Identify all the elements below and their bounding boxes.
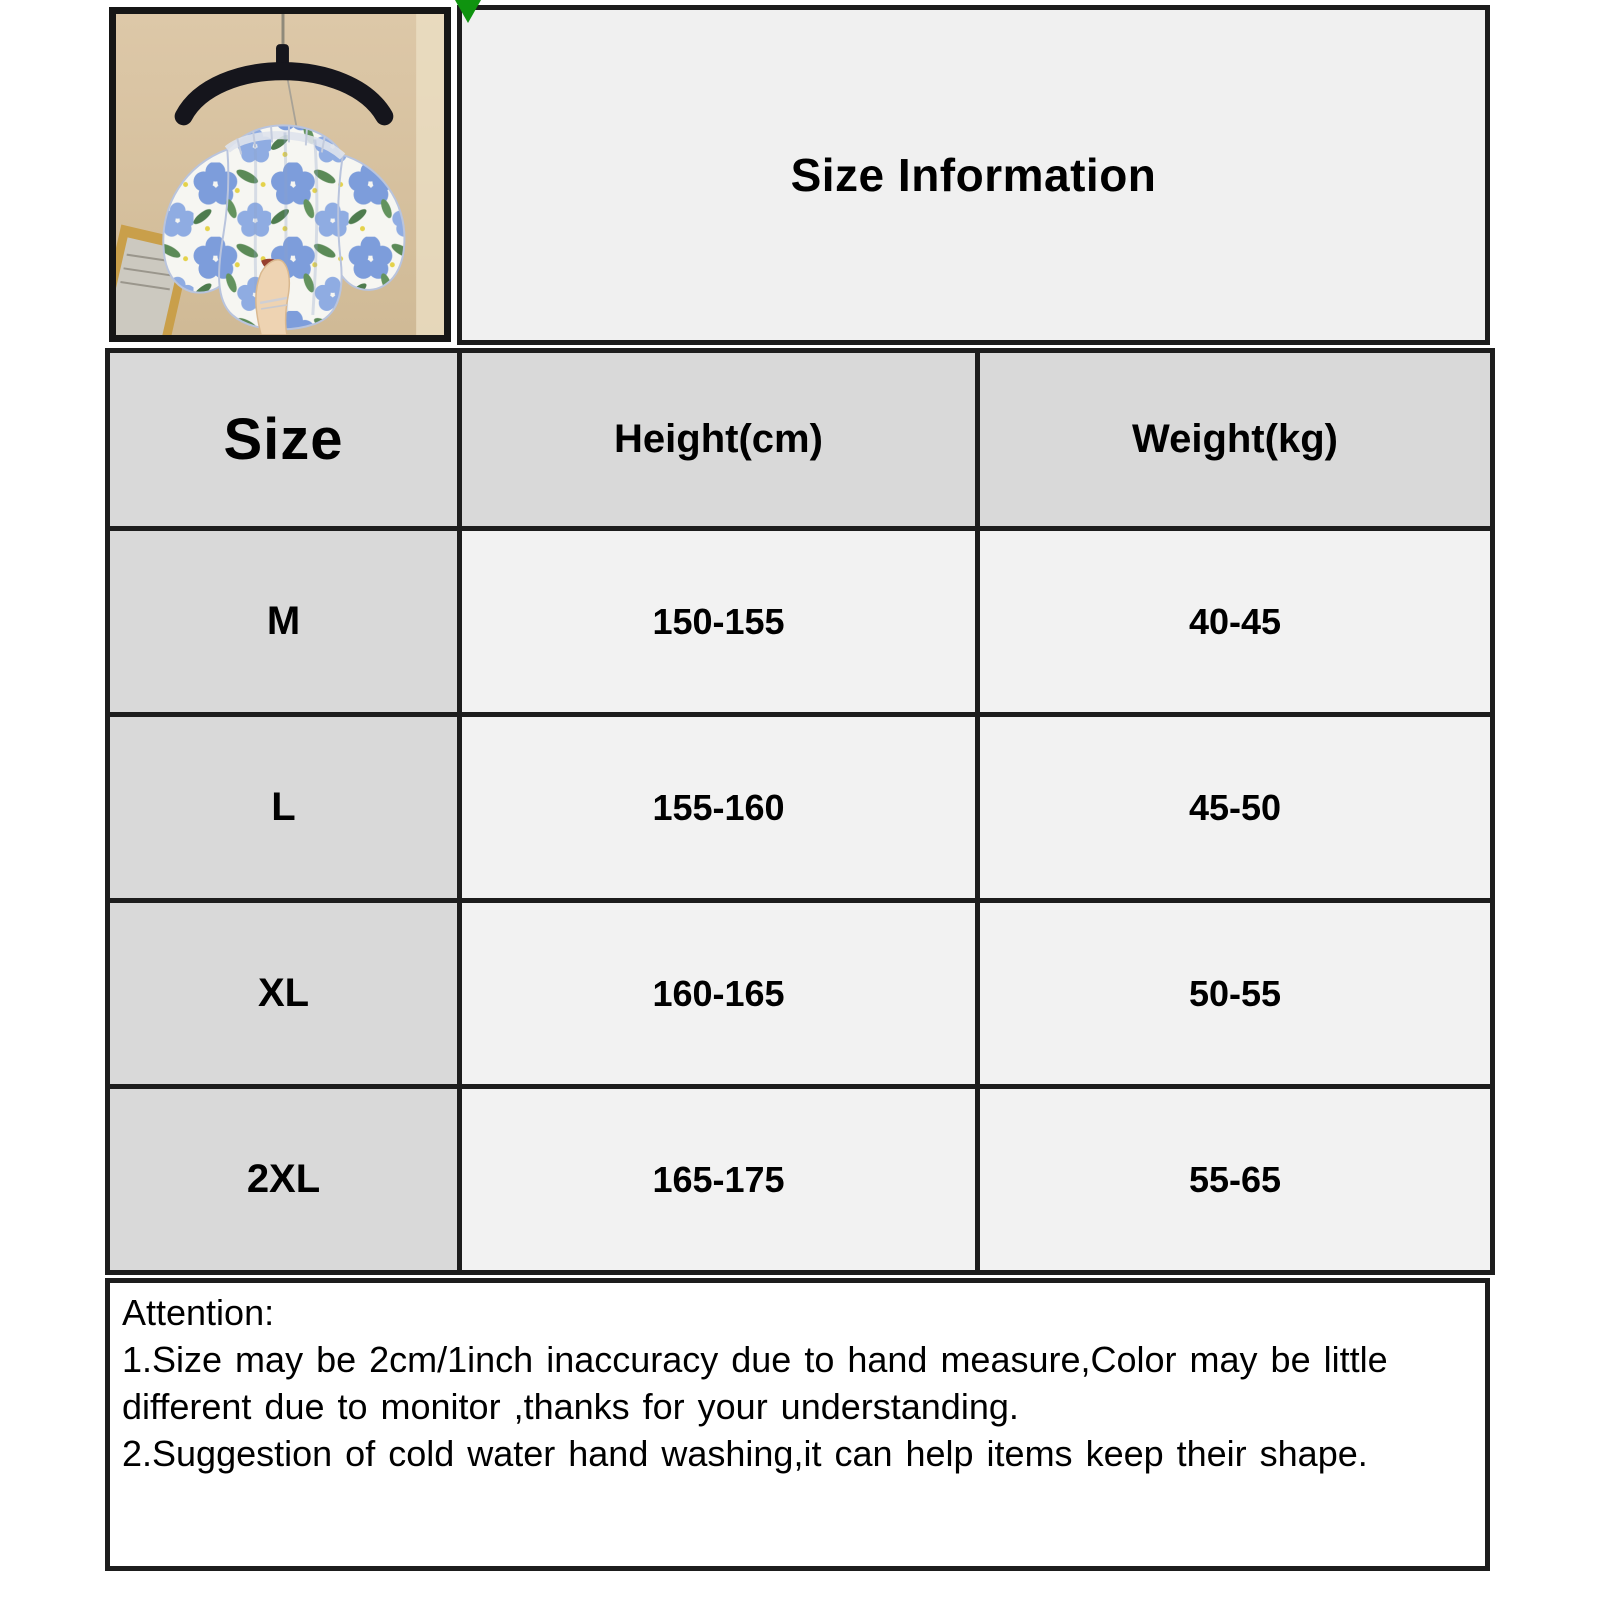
size-chart-page [105,5,1490,1571]
size-cell: XL [108,901,460,1087]
attention-note [105,1278,1490,1571]
table-row-2xl [108,1087,1493,1273]
table-row-l [108,715,1493,901]
attention-line-1: 1.Size may be 2cm/1inch inaccuracy due to hand measure,Color may be little [122,1339,1388,1380]
attention-line-3: 2.Suggestion of cold water hand washing,it can help items keep their shape. [122,1433,1368,1474]
height-cell: 155-160 [460,715,978,901]
top-row [105,5,1490,345]
wall-light-strip [416,14,444,335]
attention-line-2: different due to monitor ,thanks for your understanding. [122,1386,1019,1427]
table-row-m [108,529,1493,715]
product-photo-frame [109,7,451,342]
size-cell: 2XL [108,1087,460,1273]
size-cell: L [108,715,460,901]
size-table [105,348,1495,1275]
column-header-size: Size [108,351,460,529]
green-corner-marker-icon [455,0,481,23]
height-cell: 165-175 [460,1087,978,1273]
column-header-height: Height(cm) [460,351,978,529]
column-header-weight: Weight(kg) [978,351,1493,529]
size-information-header [457,5,1490,345]
weight-cell: 45-50 [978,715,1493,901]
size-cell: M [108,529,460,715]
attention-title: Attention: [122,1292,275,1333]
blouse-illustration [116,14,444,335]
weight-cell: 50-55 [978,901,1493,1087]
page-title: Size Information [790,149,1157,201]
weight-cell: 55-65 [978,1087,1493,1273]
table-header-row [108,351,1493,529]
height-cell: 160-165 [460,901,978,1087]
weight-cell: 40-45 [978,529,1493,715]
product-image [105,5,457,345]
height-cell: 150-155 [460,529,978,715]
table-row-xl [108,901,1493,1087]
